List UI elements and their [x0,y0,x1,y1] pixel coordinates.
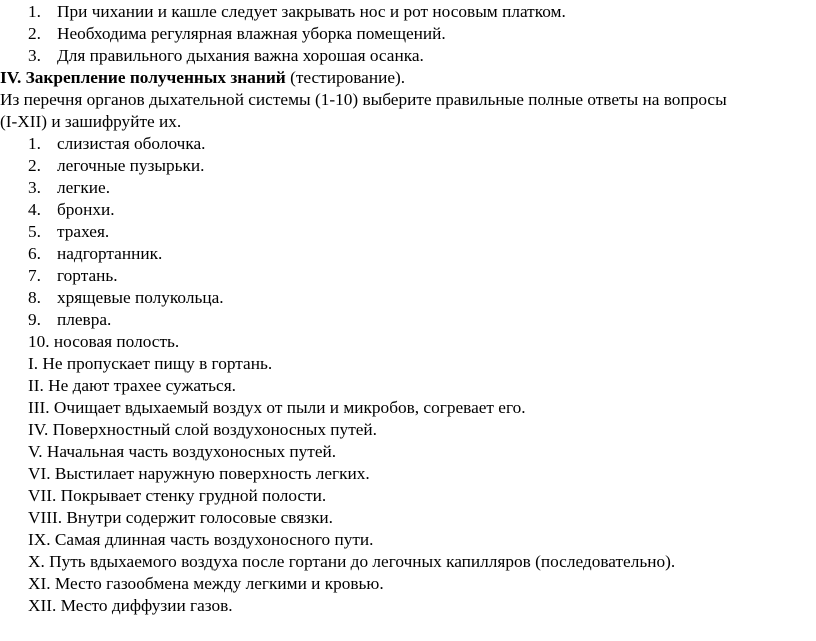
list-number: 4. [28,200,41,219]
list-text: гортань. [57,266,118,285]
list-text: Для правильного дыхания важна хорошая осанка. [57,46,424,65]
list-text: легкие. [57,178,111,197]
list-number: 3. [28,178,41,197]
list-number: 2. [28,24,41,43]
list-number: 5. [28,222,41,241]
list-number: 8. [28,288,41,307]
question-item: X. Путь вдыхаемого воздуха после гортани до легочных капилляров (последовательно). [28,552,676,571]
list-text: плевра. [57,310,112,329]
list-text: надгортанник. [57,244,163,263]
list-number: 3. [28,46,41,65]
question-item: V. Начальная часть воздухоносных путей. [28,442,337,461]
question-item: XI. Место газообмена между легкими и кровью. [28,574,384,593]
list-text: легочные пузырьки. [57,156,205,175]
organ-list-item [28,332,179,352]
list-text: При чихании и кашле следует закрывать нос и рот носовым платком. [57,2,566,21]
question-item: IV. Поверхностный слой воздухоносных путей. [28,420,377,439]
instruction-line-1: Из перечня органов дыхательной системы (1-10) выберите правильные полные ответы на вопросы [0,90,727,109]
list-number: 1. [28,134,41,153]
list-number: 1. [28,2,41,21]
question-item: II. Не дают трахее сужаться. [28,376,236,395]
section-heading-bold: IV. Закрепление полученных знаний [0,68,286,87]
question-item: IX. Самая длинная часть воздухоносного пути. [28,530,374,549]
question-item: I. Не пропускает пищу в гортань. [28,354,273,373]
section-heading-rest: (тестирование). [285,68,406,87]
list-text: хрящевые полукольца. [57,288,224,307]
question-item: XII. Место диффузии газов. [28,596,233,615]
list-text: трахея. [57,222,110,241]
question-item: VIII. Внутри содержит голосовые связки. [28,508,333,527]
list-number: 2. [28,156,41,175]
list-number: 6. [28,244,41,263]
section-heading [0,68,405,88]
question-item: VII. Покрывает стенку грудной полости. [28,486,327,505]
list-text: 10. носовая полость. [28,332,180,351]
list-text: Необходима регулярная влажная уборка помещений. [57,24,446,43]
list-number: 9. [28,310,41,329]
question-item: III. Очищает вдыхаемый воздух от пыли и микробов, согревает его. [28,398,526,417]
list-text: слизистая оболочка. [57,134,206,153]
question-item: VI. Выстилает наружную поверхность легких. [28,464,370,483]
list-number: 7. [28,266,41,285]
list-text: бронхи. [57,200,115,219]
instruction-line-2: (I-XII) и зашифруйте их. [0,112,182,131]
